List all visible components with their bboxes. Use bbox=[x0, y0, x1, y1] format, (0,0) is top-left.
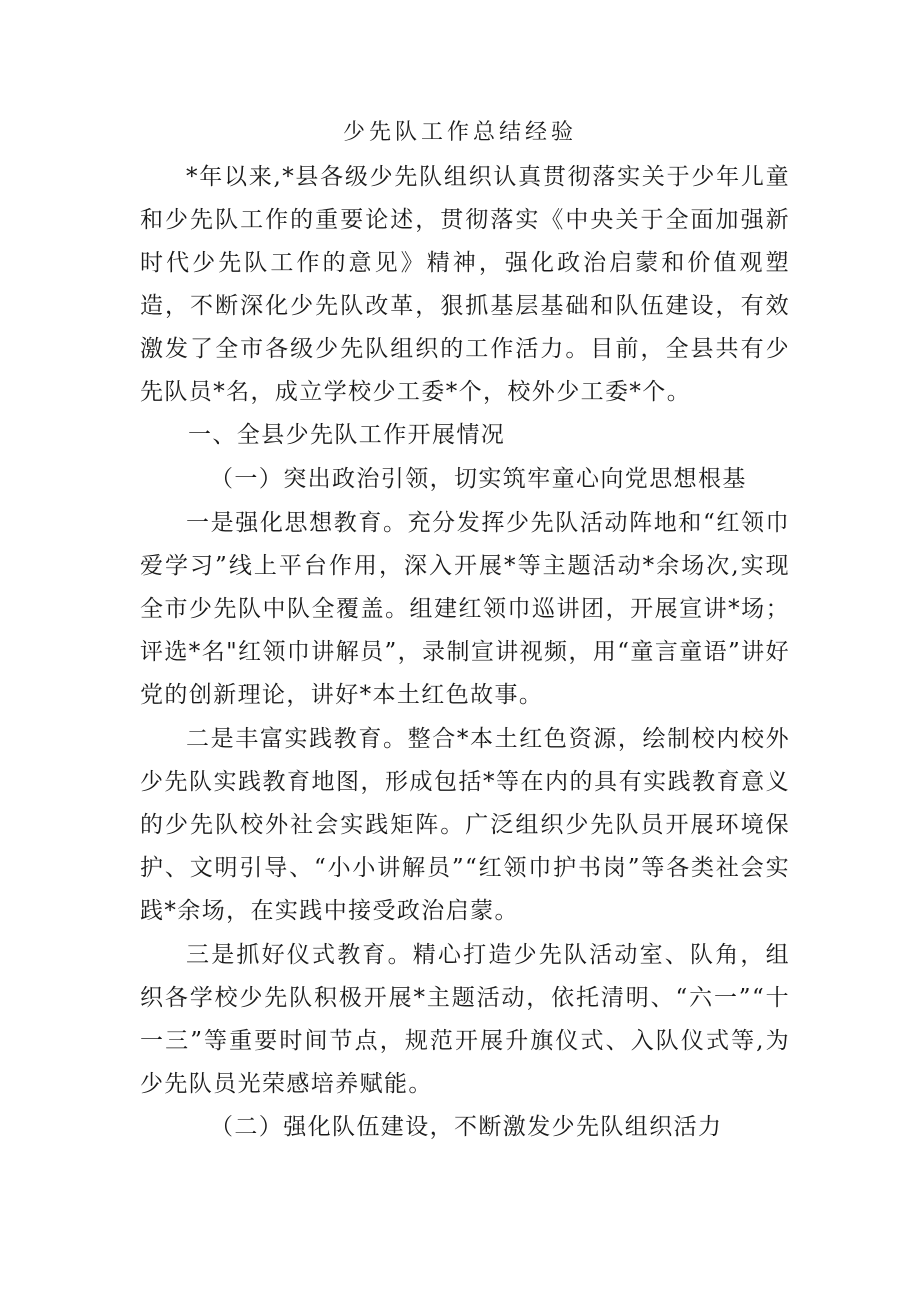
body-paragraph-3: 三是抓好仪式教育。精心打造少先队活动室、队角，组织各学校少先队积极开展*主题活动，依托清明、“六一”“十一三”等重要时间节点，规范开展升旗仪式、入队仪式等,为少先队员光荣感培养赋能。 bbox=[140, 942, 790, 1097]
body-paragraph-2: 二是丰富实践教育。整合*本土红色资源，绘制校内校外少先队实践教育地图，形成包括*等在内的具有实践教育意义的少先队校外社会实践矩阵。广泛组织少先队员开展环境保护、文明引导、“小小讲解员”“红领巾护书岗”等各类社会实践*余场，在实践中接受政治启蒙。 bbox=[140, 726, 790, 924]
document-title: 少先队工作总结经验 bbox=[342, 120, 577, 145]
body-paragraph-1: 一是强化思想教育。充分发挥少先队活动阵地和“红领巾爱学习”线上平台作用，深入开展*等主题活动*余场次,实现全市少先队中队全覆盖。组建红领巾巡讲团，开展宣讲*场；评选*名"红领巾讲解员”，录制宣讲视频，用“童言童语”讲好党的创新理论，讲好*本土红色故事。 bbox=[140, 510, 790, 708]
subsection-heading-2: （二）强化队伍建设，不断激发少先队组织活力 bbox=[210, 1114, 723, 1140]
section-heading: 一、全县少先队工作开展情况 bbox=[188, 422, 506, 448]
subsection-heading: （一）突出政治引领，切实筑牢童心向党思想根基 bbox=[210, 466, 747, 492]
intro-paragraph: *年以来,*县各级少先队组织认真贯彻落实关于少年儿童和少先队工作的重要论述，贯彻落实《中央关于全面加强新时代少先队工作的意见》精神，强化政治启蒙和价值观塑造，不断深化少先队改革，狠抓基层基础和队伍建设，有效激发了全市各级少先队组织的工作活力。目前，全县共有少先队员*名，成立学校少工委*个，校外少工委*个。 bbox=[140, 164, 790, 405]
